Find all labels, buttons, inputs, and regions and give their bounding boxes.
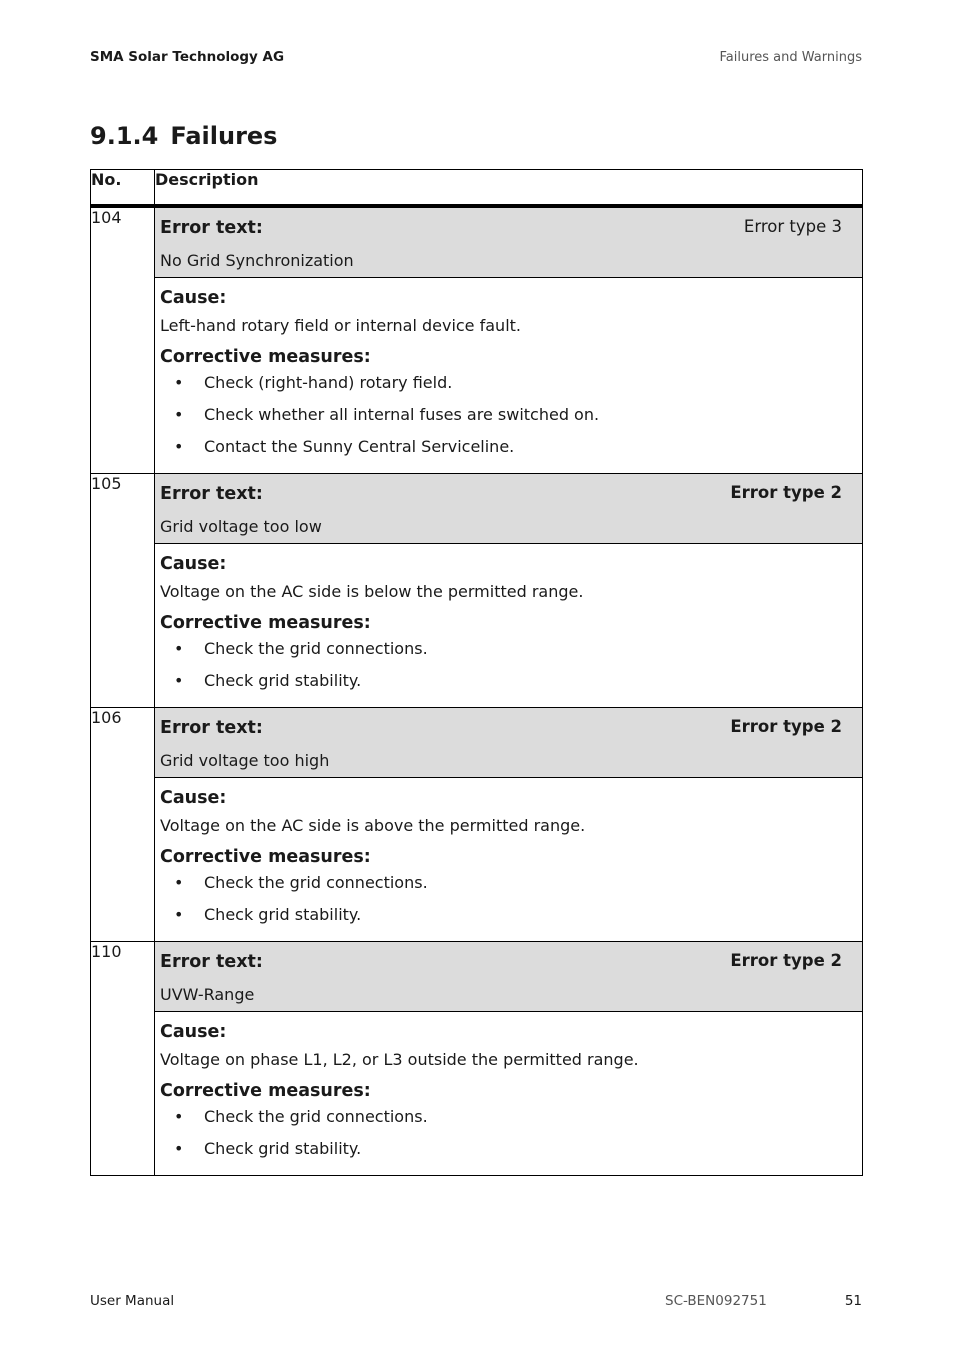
col-header-description: Description [155, 170, 863, 207]
failure-number: 106 [91, 708, 155, 942]
list-item [160, 873, 862, 905]
list-item [160, 671, 862, 703]
bullet: • [174, 1107, 184, 1126]
error-text-value: No Grid Synchronization [160, 251, 354, 270]
table-row [91, 474, 863, 544]
cause-label: Cause: [160, 288, 227, 308]
cause-label: Cause: [160, 1022, 227, 1042]
measure-text: Contact the Sunny Central Serviceline. [204, 437, 515, 456]
measure-text: Check the grid connections. [204, 873, 428, 892]
measures-label: Corrective measures: [160, 613, 371, 633]
measure-text: Check (right-hand) rotary field. [204, 373, 453, 392]
table-row [91, 544, 863, 708]
error-text-value: UVW-Range [160, 985, 255, 1004]
cause-label: Cause: [160, 554, 227, 574]
failure-number: 104 [91, 206, 155, 474]
footer-doc-code: SC-BEN092751 [665, 1293, 767, 1309]
page-number: 51 [844, 1293, 862, 1309]
error-text-label: Error text: [160, 952, 263, 972]
list-item [160, 405, 862, 437]
error-type: Error type 2 [730, 951, 842, 970]
table-row [91, 1012, 863, 1176]
table-row [91, 942, 863, 1012]
page-title [90, 122, 277, 150]
measures-list [160, 1107, 862, 1171]
error-text-label: Error text: [160, 484, 263, 504]
table-row [91, 778, 863, 942]
error-type: Error type 3 [743, 217, 842, 236]
measures-list [160, 873, 862, 937]
list-item [160, 437, 862, 469]
bullet: • [174, 405, 184, 424]
cause-cell [155, 278, 863, 474]
section-title: Failures [170, 122, 278, 150]
error-type: Error type 2 [730, 483, 842, 502]
measure-text: Check grid stability. [204, 1139, 362, 1158]
list-item [160, 905, 862, 937]
measure-text: Check the grid connections. [204, 639, 428, 658]
cause-cell [155, 778, 863, 942]
table-row [91, 708, 863, 778]
cause-text: Voltage on phase L1, L2, or L3 outside the permitted range. [160, 1050, 639, 1069]
measure-text: Check grid stability. [204, 671, 362, 690]
error-text-cell [155, 474, 863, 544]
measures-label: Corrective measures: [160, 1081, 371, 1101]
error-text-value: Grid voltage too low [160, 517, 322, 536]
header-company: SMA Solar Technology AG [90, 49, 285, 65]
table-row [91, 278, 863, 474]
list-item [160, 373, 862, 405]
error-text-label: Error text: [160, 218, 263, 238]
bullet: • [174, 905, 184, 924]
cause-cell [155, 1012, 863, 1176]
failure-number: 105 [91, 474, 155, 708]
error-text-value: Grid voltage too high [160, 751, 330, 770]
bullet: • [174, 1139, 184, 1158]
cause-text: Left-hand rotary field or internal device fault. [160, 316, 521, 335]
bullet: • [174, 671, 184, 690]
list-item [160, 639, 862, 671]
bullet: • [174, 373, 184, 392]
error-text-cell [155, 942, 863, 1012]
failure-number: 110 [91, 942, 155, 1176]
footer-doc-title: User Manual [90, 1293, 175, 1309]
measures-label: Corrective measures: [160, 847, 371, 867]
measures-list [160, 639, 862, 703]
measure-text: Check whether all internal fuses are switched on. [204, 405, 600, 424]
bullet: • [174, 437, 184, 456]
bullet: • [174, 873, 184, 892]
header-section: Failures and Warnings [719, 50, 862, 65]
cause-label: Cause: [160, 788, 227, 808]
list-item [160, 1139, 862, 1171]
error-text-cell [155, 206, 863, 278]
section-number: 9.1.4 [90, 122, 159, 150]
cause-text: Voltage on the AC side is above the permitted range. [160, 816, 586, 835]
measures-label: Corrective measures: [160, 347, 371, 367]
error-text-label: Error text: [160, 718, 263, 738]
col-header-no: No. [91, 170, 155, 207]
cause-cell [155, 544, 863, 708]
error-text-cell [155, 708, 863, 778]
list-item [160, 1107, 862, 1139]
cause-text: Voltage on the AC side is below the permitted range. [160, 582, 584, 601]
bullet: • [174, 639, 184, 658]
error-type: Error type 2 [730, 717, 842, 736]
measures-list [160, 373, 862, 469]
failures-table [90, 169, 863, 1176]
table-row [91, 206, 863, 278]
measure-text: Check grid stability. [204, 905, 362, 924]
measure-text: Check the grid connections. [204, 1107, 428, 1126]
